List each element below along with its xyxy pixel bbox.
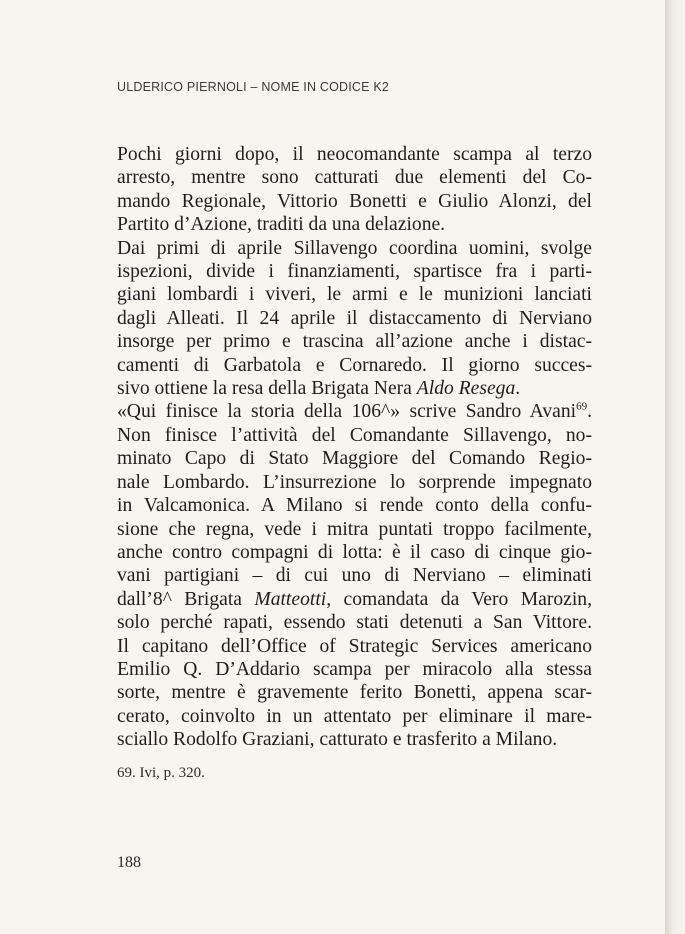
- text-line: ispezioni, divide i finanziamenti, spartisce fra i parti-: [117, 261, 592, 283]
- running-header: ULDERICO PIERNOLI – NOME IN CODICE K2: [117, 80, 390, 94]
- text-line: Pochi giorni dopo, il neocomandante scampa al terzo: [117, 144, 592, 165]
- footnote: 69. Ivi, p. 320.: [117, 765, 205, 781]
- text-line: minato Capo di Stato Maggiore del Comando Regio-: [117, 448, 592, 470]
- page-number: 188: [117, 854, 141, 871]
- text-line: dagli Alleati. Il 24 aprile il distaccamento di Nerviano: [117, 307, 592, 329]
- text-line: anche contro compagni di lotta: è il caso di cinque gio-: [117, 541, 592, 563]
- text-line: sciallo Rodolfo Graziani, catturato e trasferito a Milano.: [117, 729, 558, 751]
- text-line: nale Lombardo. L’insurrezione lo sorprende impegnato: [117, 471, 592, 493]
- text-line: solo perché rapati, essendo stati detenuti a San Vittore.: [117, 612, 592, 634]
- page-gutter-shadow: [665, 0, 685, 934]
- text-line: sione che regna, vede i mitra puntati troppo facilmente,: [117, 518, 592, 540]
- text-line: Dai primi di aprile Sillavengo coordina uomini, svolge: [117, 237, 592, 259]
- text-line: Il capitano dell’Office of Strategic Services americano: [117, 635, 592, 657]
- text-line: mando Regionale, Vittorio Bonetti e Giulio Alonzi, del: [117, 190, 592, 212]
- text-line: in Valcamonica. A Milano si rende conto della confu-: [117, 495, 592, 517]
- text-line: dall’8^ Brigata Matteotti, comandata da Vero Marozin,: [117, 588, 592, 610]
- text-line: «Qui finisce la storia della 106^» scrive Sandro Avani$^{69}$.: [117, 400, 592, 423]
- text-line: sorte, mentre è gravemente ferito Bonetti, appena scar-: [117, 682, 592, 704]
- italic-name: Matteotti: [254, 588, 327, 610]
- text-line: Emilio Q. D’Addario scampa per miracolo alla stessa: [117, 658, 592, 680]
- text-line: camenti di Garbatola e Cornaredo. Il giorno succes-: [117, 354, 592, 376]
- text-line: Non finisce l’attività del Comandante Sillavengo, no-: [117, 424, 592, 446]
- italic-name: Aldo Resega: [416, 378, 516, 400]
- text-line: Partito d’Azione, traditi da una delazione.: [117, 214, 446, 236]
- body-text: [117, 143, 592, 752]
- text-line: vani partigiani – di cui uno di Nerviano – eliminati: [117, 565, 592, 587]
- text-line: arresto, mentre sono catturati due elementi del Co-: [117, 167, 592, 189]
- footnote-ref: 69: [576, 400, 588, 413]
- text-line: sivo ottiene la resa della Brigata Nera Aldo Resega.: [117, 378, 521, 400]
- text-line: insorge per primo e trascina all’azione anche i distac-: [117, 331, 592, 353]
- text-line: cerato, coinvolto in un attentato per eliminare il mare-: [117, 705, 592, 727]
- text-line: giani lombardi i viveri, le armi e le munizioni lanciati: [117, 284, 592, 306]
